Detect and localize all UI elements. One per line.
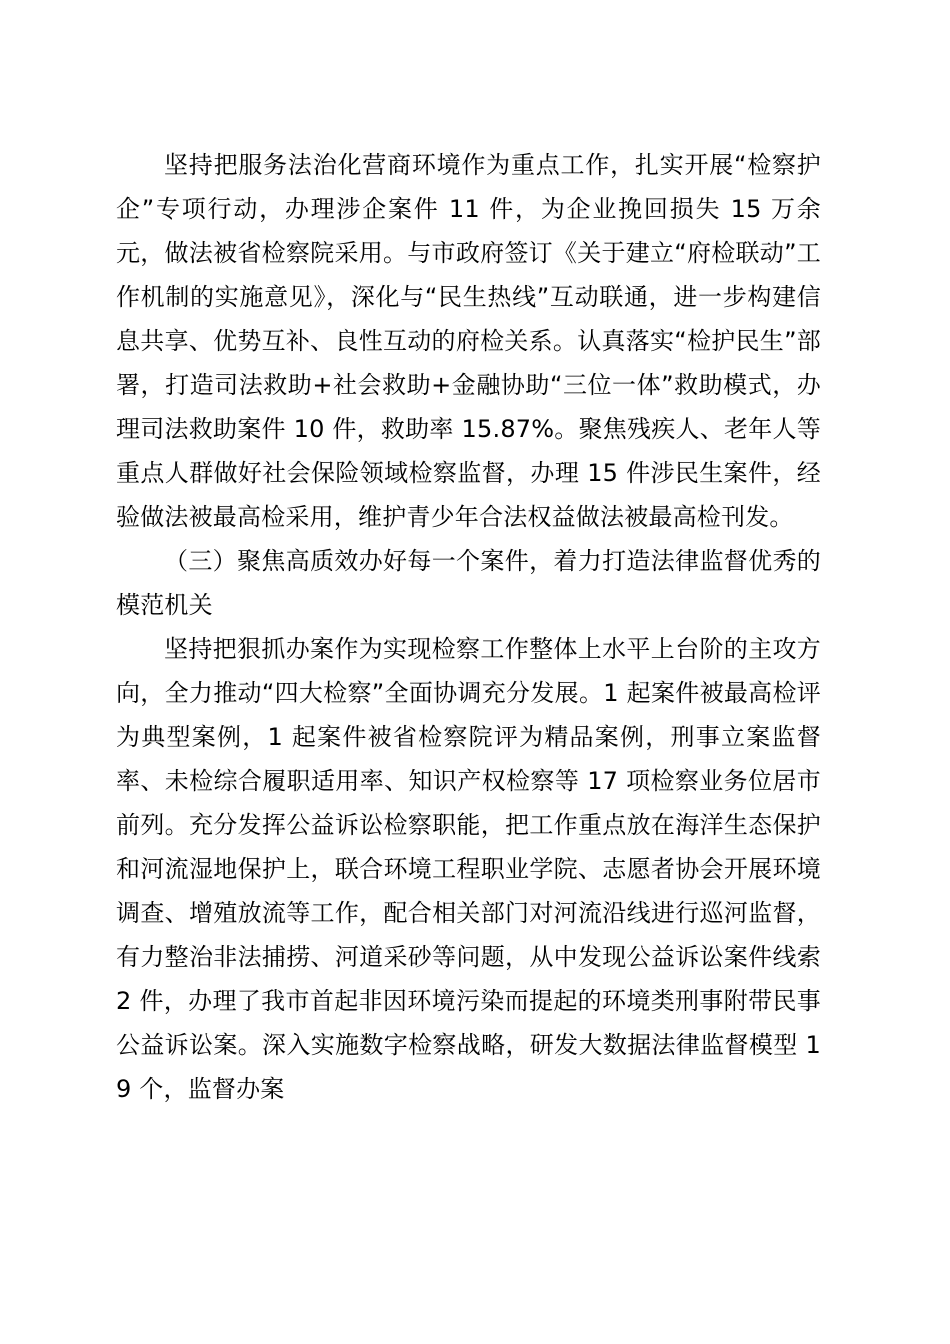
paragraph-business-environment: 坚持把服务法治化营商环境作为重点工作，扎实开展“检察护企”专项行动，办理涉企案件 11 件，为企业挽回损失 15 万余元，做法被省检察院采用。与市政府签订《关于建立“府检联动”工作机制的实施意见》，深化与“民生热线”互动联通，进一步构建信息共享、优势互补、良性互动的府检关系。认真落实“检护民生”部署，打造司法救助+社会救助+金融协助“三位一体”救助模式，办理司法救助案件 10 件，救助率 15.87%。聚焦残疾人、老年人等重点人群做好社会保险领域检察监督，办理 15 件涉民生案件，经验做法被最高检采用，维护青少年合法权益做法被最高检刊发。 (116, 151, 821, 531)
document-body (116, 143, 821, 1111)
section-heading-3: （三）聚焦高质效办好每一个案件，着力打造法律监督优秀的模范机关 (116, 547, 821, 619)
paragraph-case-handling: 坚持把狠抓办案作为实现检察工作整体上水平上台阶的主攻方向，全力推动“四大检察”全面协调充分发展。1 起案件被最高检评为典型案例，1 起案件被省检察院评为精品案例，刑事立案监督率、未检综合履职适用率、知识产权检察等 17 项检察业务位居市前列。充分发挥公益诉讼检察职能，把工作重点放在海洋生态保护和河流湿地保护上，联合环境工程职业学院、志愿者协会开展环境调查、增殖放流等工作，配合相关部门对河流沿线进行巡河监督，有力整治非法捕捞、河道采砂等问题，从中发现公益诉讼案件线索 2 件，办理了我市首起非因环境污染而提起的环境类刑事附带民事公益诉讼案。深入实施数字检察战略，研发大数据法律监督模型 19 个，监督办案 (116, 635, 821, 1103)
